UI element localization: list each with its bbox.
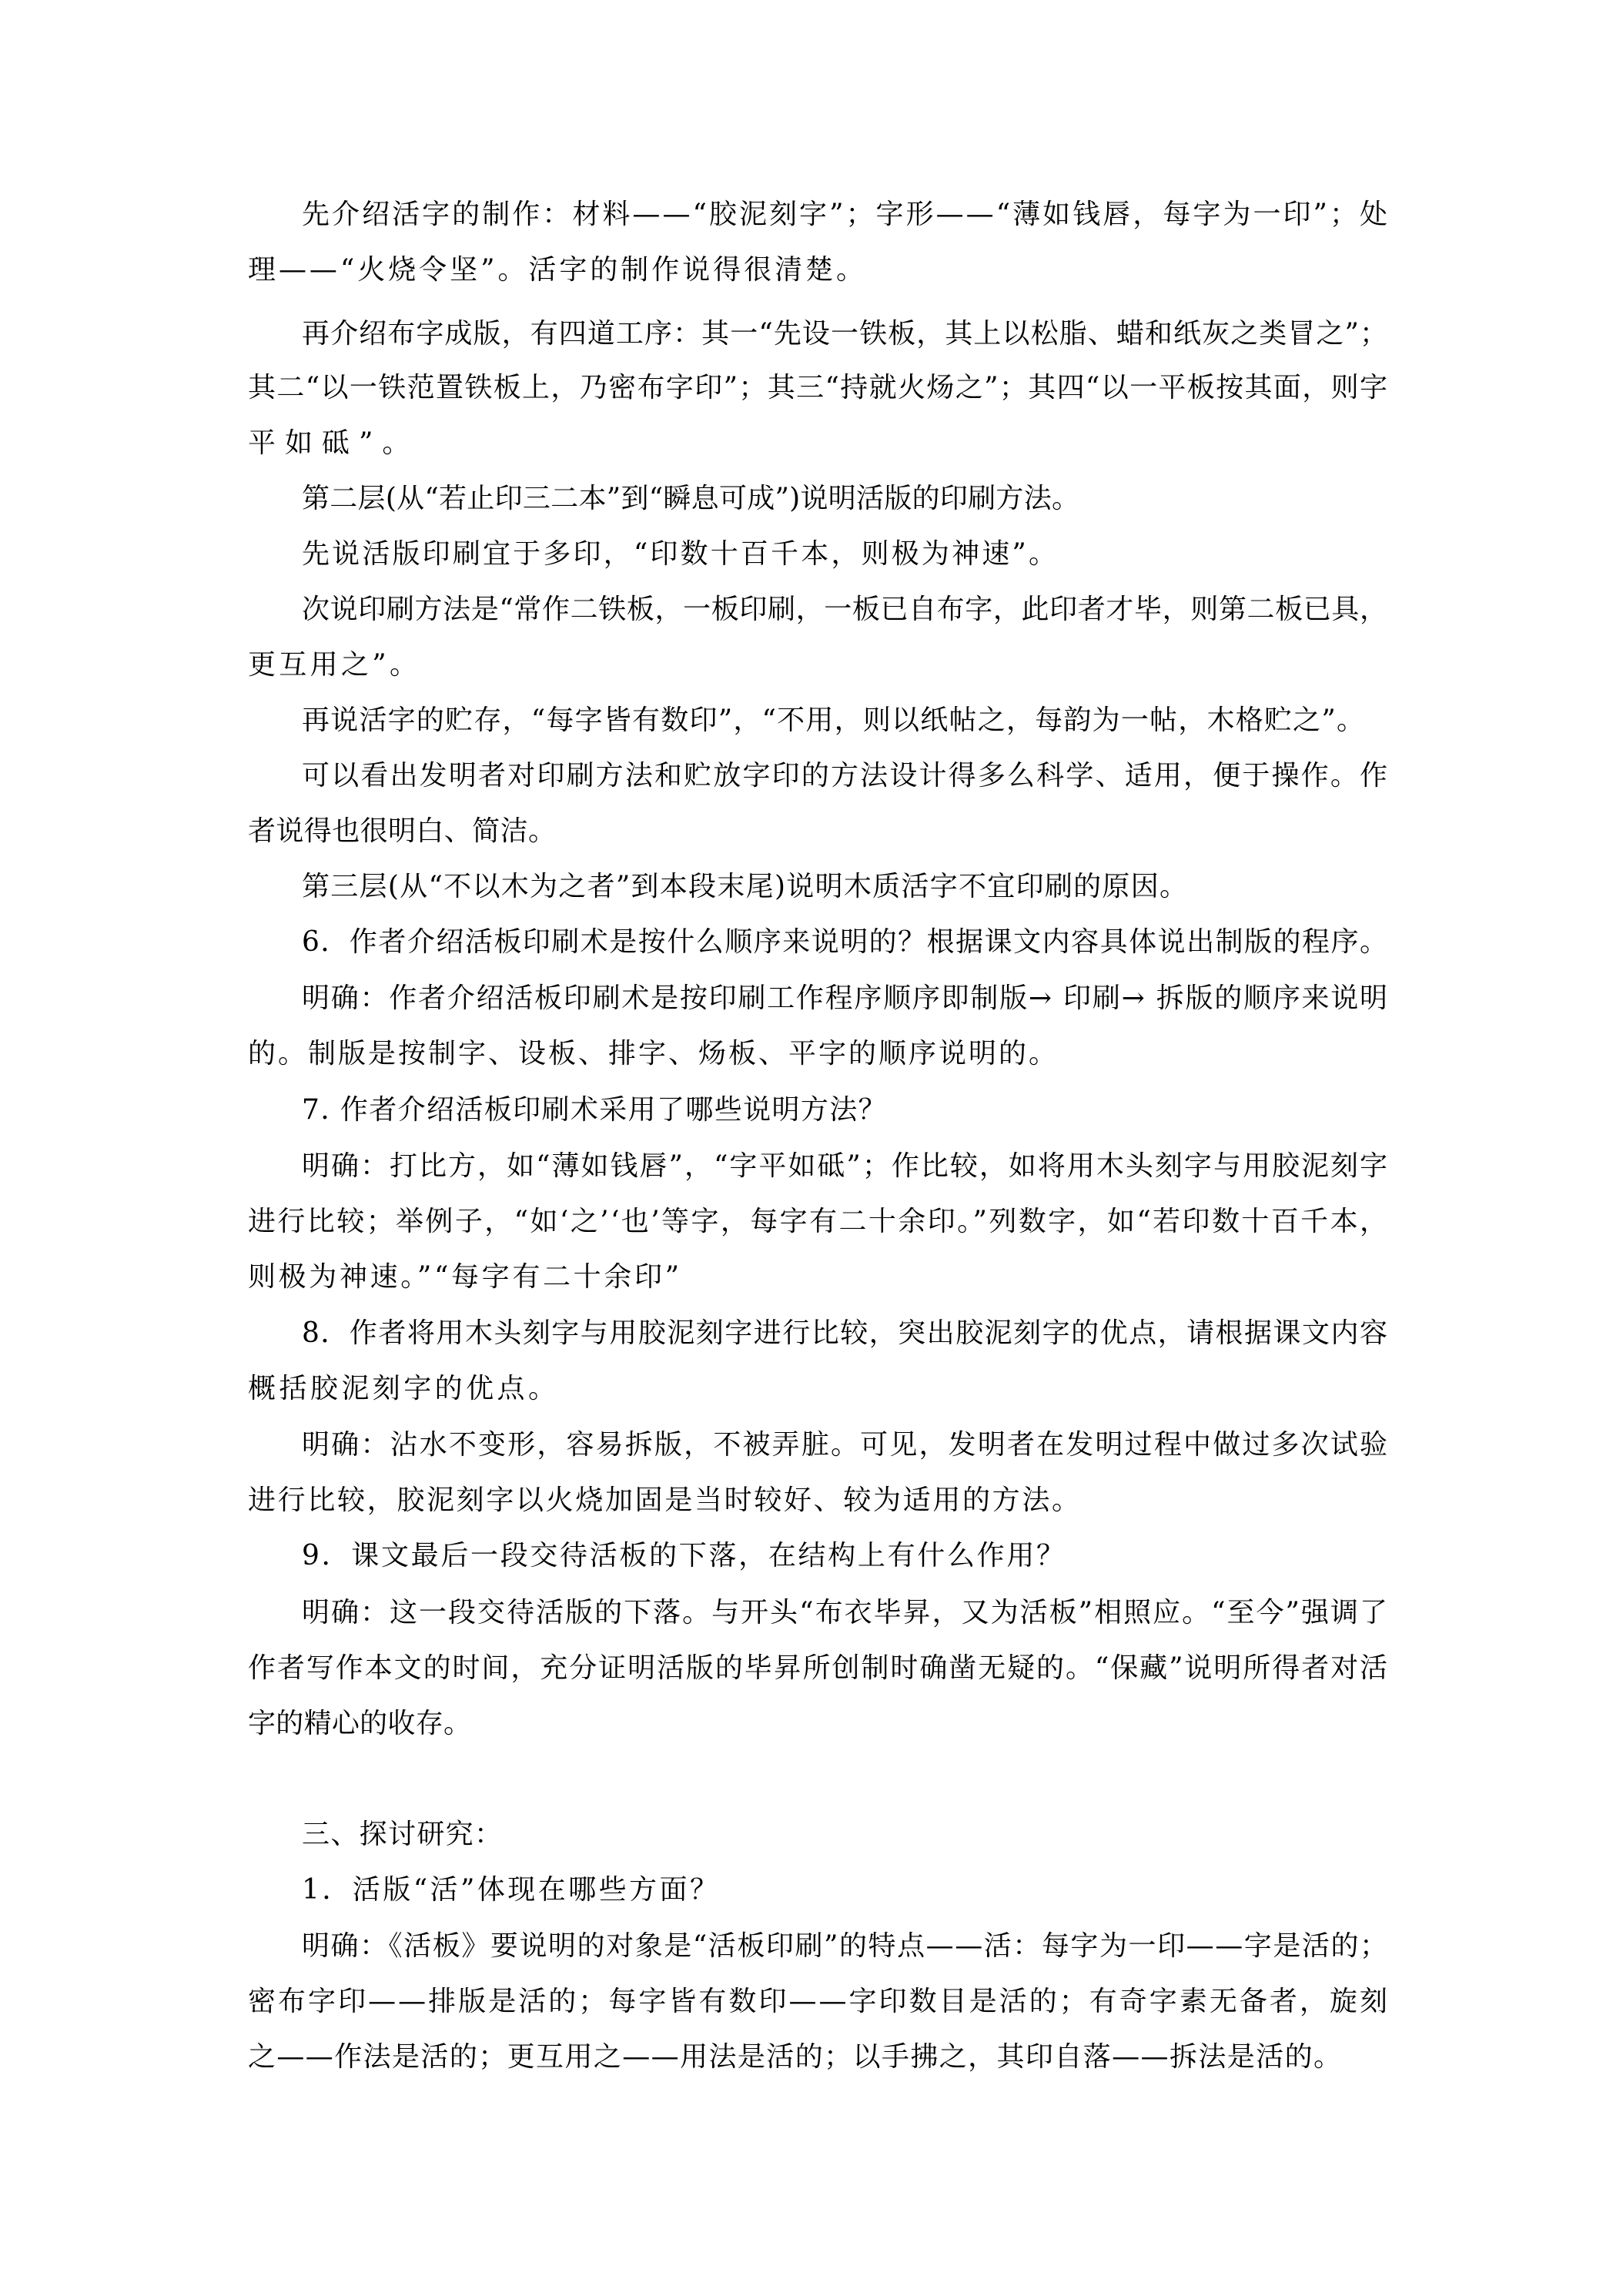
text-line: 进行比较；举例子，“如‘之’‘也’等字，每字有二十余印。”列数字，如“若印数十百千本，	[248, 1206, 1390, 1237]
text-line: 8．作者将用木头刻字与用胶泥刻字进行比较，突出胶泥刻字的优点，请根据课文内容	[302, 1317, 1389, 1349]
text-line: 概括胶泥刻字的优点。	[248, 1373, 560, 1404]
text-line: 可以看出发明者对印刷方法和贮放字印的方法设计得多么科学、适用，便于操作。作	[302, 760, 1390, 792]
text-line: 第三层(从“不以木为之者”到本段末尾)说明木质活字不宜印刷的原因。	[302, 871, 1189, 902]
text-line: 之——作法是活的；更互用之——用法是活的；以手拂之，其印自落——拆法是活的。	[248, 2041, 1343, 2073]
text-line: 作者写作本文的时间，充分证明活版的毕昇所创制时确凿无疑的。“保藏”说明所得者对活	[248, 1652, 1389, 1684]
text-line: 平如砥”。	[248, 427, 420, 459]
text-line: 明确：《活板》要说明的对象是“活板印刷”的特点——活：每字为一印——字是活的；	[302, 1930, 1389, 1962]
text-line: 9．课文最后一段交待活板的下落，在结构上有什么作用？	[302, 1540, 1066, 1571]
text-line: 者说得也很明白、简洁。	[248, 815, 557, 847]
text-line: 第二层(从“若止印三二本”到“瞬息可成”)说明活版的印刷方法。	[302, 483, 1080, 514]
text-line: 1．活版“活”体现在哪些方面？	[302, 1874, 721, 1906]
text-line: 先介绍活字的制作：材料——“胶泥刻字”；字形——“薄如钱唇，每字为一印”；处	[302, 199, 1390, 230]
text-line: 的。制版是按制字、设板、排字、炀板、平字的顺序说明的。	[248, 1038, 1059, 1069]
text-line: 更互用之”。	[248, 649, 421, 681]
text-line: 6．作者介绍活板印刷术是按什么顺序来说明的？根据课文内容具体说出制版的程序。	[302, 926, 1389, 958]
text-line: 字的精心的收存。	[248, 1708, 472, 1739]
text-line: 密布字印——排版是活的；每字皆有数印——字印数目是活的；有奇字素无备者，旋刻	[248, 1986, 1390, 2017]
text-line: 其二“以一铁范置铁板上，乃密布字印”；其三“持就火炀之”；其四“以一平板按其面，则字	[248, 372, 1389, 403]
text-line: 7. 作者介绍活板印刷术采用了哪些说明方法？	[302, 1094, 887, 1126]
text-line: 明确：打比方，如“薄如钱唇”，“字平如砥”；作比较，如将用木头刻字与用胶泥刻字	[302, 1150, 1390, 1182]
section-heading: 三、探讨研究：	[302, 1819, 504, 1850]
text-line: 理——“火烧令坚”。活字的制作说得很清楚。	[248, 254, 867, 286]
text-line: 明确：这一段交待活版的下落。与开头“布衣毕昇，又为活板”相照应。“至今”强调了	[302, 1597, 1390, 1628]
text-line: 则极为神速。”“每字有二十余印”	[248, 1261, 682, 1293]
text-line: 明确：作者介绍活板印刷术是按印刷工作程序顺序即制版→ 印刷→ 拆版的顺序来说明	[302, 982, 1389, 1014]
text-line: 明确：沾水不变形，容易拆版，不被弄脏。可见，发明者在发明过程中做过多次试验	[302, 1429, 1390, 1461]
text-line: 次说印刷方法是“常作二铁板，一板印刷，一板已自布字，此印者才毕，则第二板已具，	[302, 594, 1388, 625]
text-line: 先说活版印刷宜于多印，“印数十百千本，则极为神速”。	[302, 538, 1059, 570]
text-line: 再说活字的贮存，“每字皆有数印”，“不用，则以纸帖之，每韵为一帖，木格贮之”。	[302, 705, 1366, 736]
text-line: 进行比较，胶泥刻字以火烧加固是当时较好、较为适用的方法。	[248, 1484, 1082, 1516]
text-line: 再介绍布字成版，有四道工序：其一“先设一铁板，其上以松脂、蜡和纸灰之类冒之”；	[302, 318, 1389, 350]
